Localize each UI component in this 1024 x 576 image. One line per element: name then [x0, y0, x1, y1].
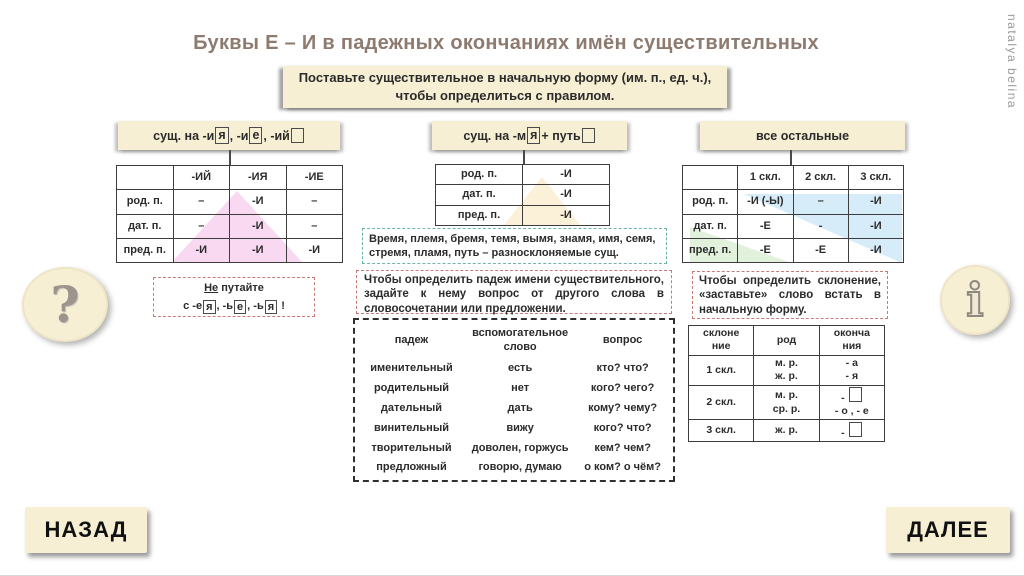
letter-box: е [249, 127, 262, 143]
cell-line [691, 340, 751, 353]
letter-box: я [265, 300, 277, 315]
table-cell: -Е [738, 214, 793, 238]
table-cell: 2 скл. [689, 385, 754, 420]
table-row [689, 355, 885, 385]
cell-line [822, 370, 882, 383]
table-cell: -И [230, 190, 287, 214]
table-cell: -И [286, 238, 343, 262]
cell-line [756, 403, 816, 416]
table-cell [819, 385, 884, 420]
text-part: ж. р. [775, 370, 798, 383]
instruction-line-2: чтобы определиться с правилом. [395, 88, 615, 103]
text-part: , -ь [247, 299, 264, 312]
left-endings-table-block [116, 165, 343, 263]
next-button[interactable]: ДАЛЕЕ [886, 507, 1010, 553]
text-part: - а [845, 357, 858, 370]
dont-confuse-note [153, 277, 315, 317]
table-row [436, 205, 610, 225]
table-cell: -И [523, 205, 610, 225]
table-cell: пред. п. [683, 238, 738, 262]
column-header: -ИЕ [286, 166, 343, 190]
table-cell: – [793, 190, 848, 214]
text-part: , -ь [216, 299, 234, 312]
column-header: -ИЙ [173, 166, 230, 190]
table-row [361, 418, 667, 438]
table-row [689, 420, 885, 442]
question-icon[interactable] [22, 267, 108, 342]
text-part: - [841, 426, 848, 439]
table-cell: -Е [793, 238, 848, 262]
connector-line-right [790, 150, 792, 165]
column-header: род [754, 326, 819, 356]
table-cell: кто? что? [596, 362, 649, 375]
table-cell [754, 355, 819, 385]
column-header [819, 326, 884, 356]
text-part: оконча [833, 327, 870, 340]
table-row [361, 438, 667, 458]
table-cell: дат. п. [436, 185, 523, 205]
table-cell: кого? что? [593, 421, 652, 434]
cell-line [822, 422, 882, 440]
table-cell: говорю, думаю [478, 461, 562, 474]
text-part: м. р. [775, 357, 798, 370]
rule-header-mya-put [432, 121, 627, 150]
table-cell: о ком? о чём? [584, 461, 661, 474]
cell-line [756, 357, 816, 370]
cell-line [822, 405, 882, 418]
table-cell: род. п. [117, 190, 174, 214]
table-cell: -И [523, 165, 610, 185]
column-header [689, 326, 754, 356]
text-part: , -ий [263, 128, 290, 143]
table-row [117, 190, 343, 214]
table-cell: 1 скл. [689, 355, 754, 385]
cell-line [822, 357, 882, 370]
table-cell: -И [523, 185, 610, 205]
column-header [117, 166, 174, 190]
cases-table-block [353, 318, 675, 482]
table-row [117, 238, 343, 262]
table-cell: – [173, 214, 230, 238]
header-row [689, 326, 885, 356]
table-cell: -И [173, 238, 230, 262]
text-part: склоне [702, 327, 740, 340]
table-cell: предложный [376, 461, 447, 474]
text-part: - [841, 391, 848, 404]
table-cell: -Е [738, 238, 793, 262]
table-row [361, 458, 667, 478]
letter-box: я [203, 300, 215, 315]
letter-box [849, 387, 862, 402]
declension-table-block [688, 325, 885, 442]
column-header [683, 166, 738, 190]
letter-box: я [215, 127, 228, 143]
cell-line [756, 389, 816, 402]
left-endings-table [116, 165, 343, 263]
middle-endings-table-block [435, 164, 610, 226]
table-row [683, 238, 904, 262]
table-cell: дат. п. [683, 214, 738, 238]
table-cell: кем? чем? [594, 441, 651, 454]
table-cell: -И [848, 190, 903, 214]
table-row [436, 165, 610, 185]
table-row [436, 185, 610, 205]
instruction-line-1: Поставьте существительное в начальную форму (им. п., ед. ч.), [298, 69, 712, 85]
table-row [683, 190, 904, 214]
column-header: падеж [394, 333, 429, 346]
text-part: Не [204, 282, 219, 294]
table-cell: вижу [506, 421, 534, 434]
table-cell: -И [230, 238, 287, 262]
info-icon[interactable] [940, 265, 1010, 335]
letter-box [582, 128, 595, 143]
table [688, 325, 885, 442]
rule-header-others-label: все остальные [755, 128, 850, 143]
text-part: сущ. на -и [153, 128, 215, 143]
letter-box: я [527, 127, 540, 143]
question-glyph: ? [50, 275, 80, 334]
table-cell: – [286, 190, 343, 214]
table-row [689, 385, 885, 420]
cell-line [756, 370, 816, 383]
rule-header-others [700, 121, 905, 150]
table-row [117, 214, 343, 238]
text-part: - о , - е [834, 405, 869, 417]
page-title: Буквы Е – И в падежных окончаниях имён существительных [193, 32, 819, 54]
back-button[interactable]: НАЗАД [25, 507, 147, 553]
text-part: ние [711, 340, 731, 353]
table-cell: род. п. [436, 165, 523, 185]
table-cell: именительный [370, 362, 453, 375]
column-header: -ИЯ [230, 166, 287, 190]
dont-confuse-line-1 [154, 280, 314, 298]
table-cell: - [793, 214, 848, 238]
cell-line [822, 340, 882, 353]
table-cell: ж. р. [754, 420, 819, 442]
table-cell: -И (-Ы) [738, 190, 793, 214]
table-cell: доволен, горжусь [471, 441, 569, 454]
text-part: путайте [218, 282, 264, 294]
connector-line-middle [523, 150, 525, 165]
table-cell: пред. п. [436, 205, 523, 225]
table-cell [754, 385, 819, 420]
table-row [361, 359, 667, 379]
table-cell: дательный [380, 401, 443, 414]
table-cell: винительный [373, 421, 449, 434]
cell-line [822, 327, 882, 340]
header-row [361, 322, 667, 359]
table-row [683, 214, 904, 238]
table-cell: -И [230, 214, 287, 238]
text-part: с -е [183, 299, 203, 312]
column-header: вопрос [602, 333, 643, 346]
table-cell [819, 355, 884, 385]
text-part: - я [845, 370, 859, 383]
header-row [683, 166, 904, 190]
table-cell: дать [507, 401, 533, 414]
table-cell: кому? чему? [588, 401, 658, 414]
table-cell: нет [511, 382, 530, 395]
letter-box: е [234, 300, 246, 315]
rule-header-iya-ie-iy [118, 121, 340, 150]
letter-box [291, 128, 304, 143]
text-part: ния [842, 340, 862, 353]
declension-table [688, 325, 885, 442]
instruction-box [283, 66, 727, 108]
text-part: м. р. [775, 389, 798, 402]
text-part: ! [278, 299, 285, 312]
table-cell: родительный [373, 382, 450, 395]
column-header: 2 скл. [793, 166, 848, 190]
column-header: 3 скл. [848, 166, 903, 190]
table-cell: творительный [371, 441, 452, 454]
table-cell: дат. п. [117, 214, 174, 238]
table-cell: – [286, 214, 343, 238]
text-part: сущ. на -м [463, 128, 527, 143]
table-row [361, 379, 667, 399]
text-part: , -и [229, 128, 249, 143]
case-rule-note: Чтобы определить падеж имени существительного, задайте к нему вопрос от другого слова в словосочетании или предложении. [356, 270, 672, 314]
table-cell: – [173, 190, 230, 214]
dont-confuse-line-2 [154, 298, 314, 316]
connector-line-left [229, 150, 231, 165]
cell-line [691, 327, 751, 340]
column-header: 1 скл. [738, 166, 793, 190]
table-cell: 3 скл. [689, 420, 754, 442]
table [116, 165, 343, 263]
cases-table [361, 322, 667, 478]
column-header: вспомогательное слово [472, 327, 569, 353]
header-row [117, 166, 343, 190]
right-endings-table [682, 165, 904, 263]
table-cell: кого? чего? [590, 382, 655, 395]
table-cell: род. п. [683, 190, 738, 214]
right-endings-table-block [682, 165, 904, 263]
middle-endings-table [435, 164, 610, 226]
table-cell: -И [848, 238, 903, 262]
table [361, 322, 667, 478]
table-cell: пред. п. [117, 238, 174, 262]
text-part: + путь [541, 128, 581, 143]
table-row [361, 399, 667, 419]
heteroclite-nouns-note: Время, племя, бремя, темя, вымя, знамя, имя, семя, стремя, пламя, путь – разносклоняемые сущ. [362, 228, 667, 264]
letter-box [849, 422, 862, 437]
table-cell: есть [507, 362, 533, 375]
declension-rule-note: Чтобы определить склонение, «заставьте» слово встать в начальную форму. [692, 271, 888, 319]
table-cell [819, 420, 884, 442]
cell-line [822, 387, 882, 405]
table [682, 165, 904, 263]
author-watermark: natalya belina [1005, 14, 1019, 110]
table-cell: -И [848, 214, 903, 238]
info-glyph: i [966, 273, 984, 327]
table [435, 164, 610, 226]
text-part: ср. р. [772, 402, 801, 415]
